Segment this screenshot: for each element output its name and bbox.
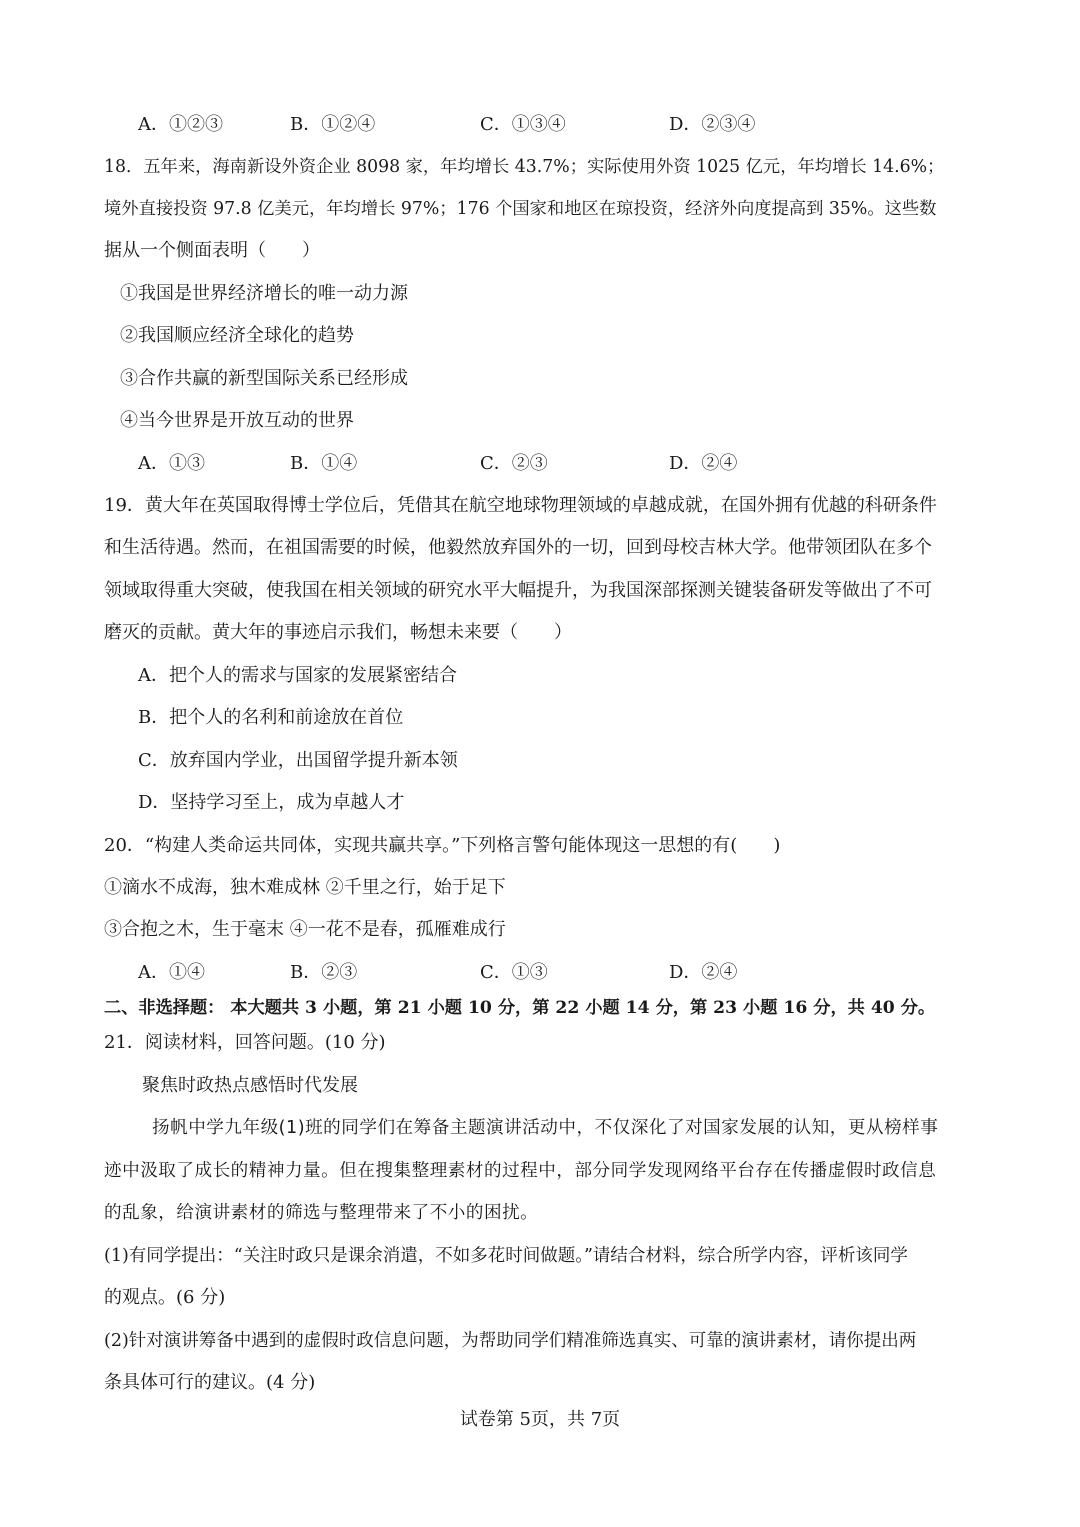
q21-stem: 21．阅读材料，回答问题。(10 分)	[104, 1032, 386, 1053]
q21-material-title: 聚焦时政热点感悟时代发展	[142, 1075, 358, 1096]
q18-stem-line-2: 境外直接投资 97.8 亿美元，年均增长 97%；176 个国家和地区在琼投资，经济外向度提高到 35%。这些数	[104, 199, 937, 219]
section2-heading: 二、非选择题： 本大题共 3 小题，第 21 小题 10 分，第 22 小题 14 分，第 23 小题 16 分，共 40 分。	[104, 998, 936, 1018]
q20-option-c: C．①③	[480, 962, 548, 983]
q18-statement-3: ③合作共赢的新型国际关系已经形成	[120, 368, 408, 389]
q18-option-c: C．②③	[480, 453, 548, 474]
q20-option-a: A．①④	[138, 962, 205, 983]
q18-stem-line-3: 据从一个侧面表明（ ）	[104, 240, 320, 261]
q17-option-a: A．①②③	[138, 114, 223, 135]
q21-material-line-3: 的乱象，给演讲素材的筛选与整理带来了不小的困扰。	[104, 1203, 539, 1223]
q21-material-line-2: 迹中汲取了成长的精神力量。但在搜集整理素材的过程中，部分同学发现网络平台存在传播虚假时政信息	[104, 1161, 937, 1181]
q18-option-b: B．①④	[290, 453, 358, 474]
q20-option-b: B．②③	[290, 962, 358, 983]
page-footer: 试卷第 5页，共 7页	[459, 1409, 621, 1430]
q18-statement-2: ②我国顺应经济全球化的趋势	[120, 325, 354, 346]
q19-option-c: C．放弃国内学业，出国留学提升新本领	[138, 750, 458, 771]
q21-sub2-line-2: 条具体可行的建议。(4 分)	[104, 1372, 316, 1393]
q20-statements-line-2: ③合抱之木，生于毫末 ④一花不是春，孤雁难成行	[104, 919, 506, 940]
q18-option-a: A．①③	[138, 453, 205, 474]
q18-statement-1: ①我国是世界经济增长的唯一动力源	[120, 283, 408, 304]
q19-option-d: D．坚持学习至上，成为卓越人才	[138, 792, 405, 813]
q18-stem-line-1: 18．五年来，海南新设外资企业 8098 家，年均增长 43.7%；实际使用外资 1025 亿元，年均增长 14.6%；	[104, 157, 945, 177]
q18-option-d: D．②④	[669, 453, 738, 474]
q21-sub1-line-2: 的观点。(6 分)	[104, 1287, 226, 1308]
q19-option-b: B．把个人的名利和前途放在首位	[138, 707, 404, 728]
q20-option-d: D．②④	[669, 962, 738, 983]
q19-stem-line-4: 磨灭的贡献。黄大年的事迹启示我们，畅想未来要（ ）	[104, 622, 572, 643]
q17-option-b: B．①②④	[290, 114, 376, 135]
q19-stem-line-2: 和生活待遇。然而，在祖国需要的时候，他毅然放弃国外的一切，回到母校吉林大学。他带领团队在多个	[104, 537, 932, 558]
q19-stem-line-3: 领域取得重大突破，使我国在相关领域的研究水平大幅提升，为我国深部探测关键装备研发等做出了不可	[104, 580, 932, 601]
q21-material-line-1: 扬帆中学九年级(1)班的同学们在筹备主题演讲活动中，不仅深化了对国家发展的认知，更从榜样事	[152, 1118, 939, 1138]
q20-stem: 20．“构建人类命运共同体，实现共赢共享。”下列格言警句能体现这一思想的有( )	[104, 835, 781, 856]
q21-sub1-line-1: (1)有同学提出：“关注时政只是课余消遣，不如多花时间做题。”请结合材料，综合所学内容，评析该同学	[104, 1246, 908, 1266]
q19-stem-line-1: 19．黄大年在英国取得博士学位后，凭借其在航空地球物理领域的卓越成就，在国外拥有优越的科研条件	[104, 495, 937, 516]
q18-statement-4: ④当今世界是开放互动的世界	[120, 410, 354, 431]
q21-sub2-line-1: (2)针对演讲筹备中遇到的虚假时政信息问题，为帮助同学们精准筛选真实、可靠的演讲素材，请你提出两	[104, 1331, 917, 1351]
q17-option-d: D．②③④	[669, 114, 756, 135]
q17-option-c: C．①③④	[480, 114, 566, 135]
q20-statements-line-1: ①滴水不成海，独木难成林 ②千里之行，始于足下	[104, 877, 506, 898]
q19-option-a: A．把个人的需求与国家的发展紧密结合	[138, 665, 457, 686]
